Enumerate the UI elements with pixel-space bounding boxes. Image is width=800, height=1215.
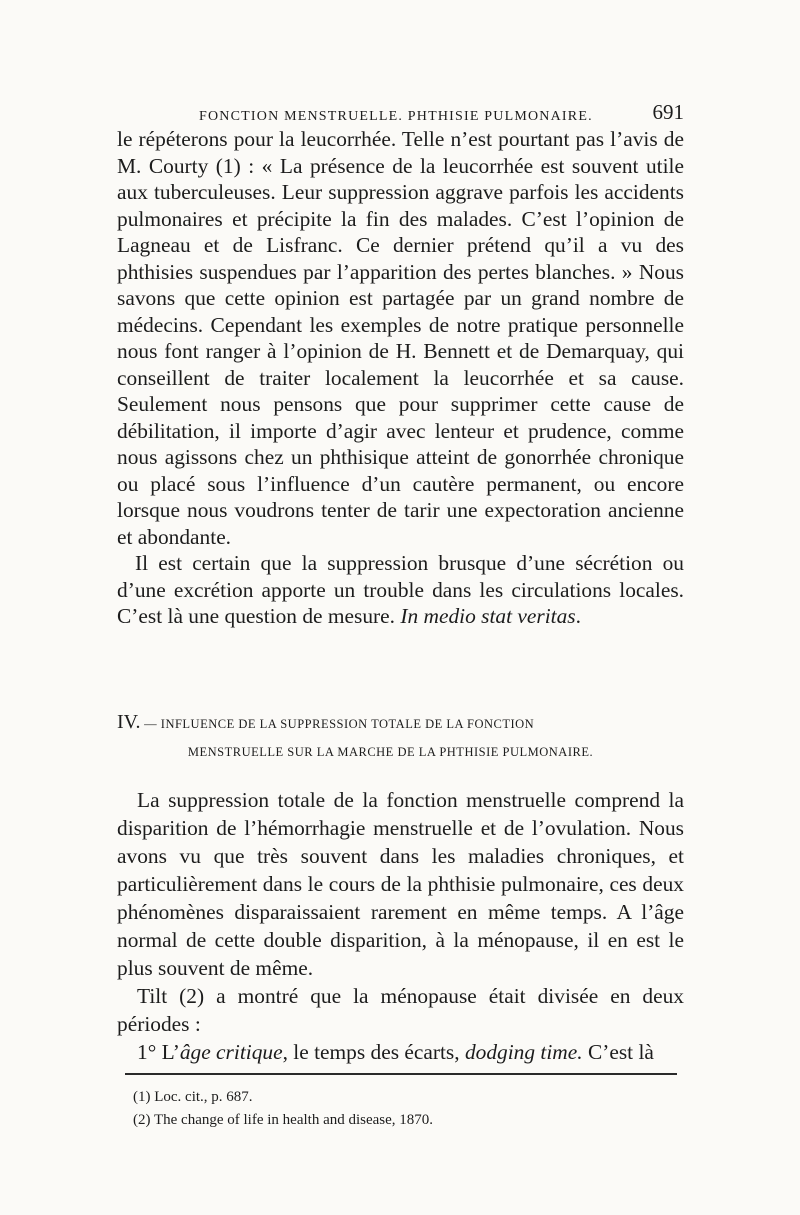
body-text-top (117, 126, 684, 630)
page-number: 691 (652, 100, 684, 124)
paragraph-suppression-totale: La suppression totale de la fonction menstruelle comprend la disparition de l’hémorrhagie menstruelle et de l’ovulation. Nous avons vu que très souvent dans les maladies chroniques, et particulièrement dans le cours de la phthisie pulmonaire, ces deux phénomènes disparaissaient rarement en même temps. A l’âge normal de cette double disparition, à la ménopause, il en est le plus souvent de même. (117, 788, 684, 980)
section-heading (117, 708, 684, 766)
section-number: IV. (117, 711, 141, 733)
footnote-2: (2) The change of life in health and disease, 1870. (133, 1112, 434, 1128)
body-text-bottom (117, 786, 684, 1066)
footnotes (133, 1086, 673, 1132)
italic-age-critique: âge critique (179, 1040, 283, 1064)
running-header (117, 97, 684, 125)
latin-phrase: In medio stat veritas (400, 604, 576, 628)
footnote-rule (125, 1073, 677, 1075)
paragraph-age-critique (117, 1038, 684, 1066)
section-dash: — (140, 717, 161, 731)
footnote-1: (1) Loc. cit., p. 687. (133, 1089, 253, 1105)
section-heading-line-1 (117, 708, 684, 738)
list-lead: 1° L’ (137, 1040, 180, 1064)
section-title-line-1: INFLUENCE DE LA SUPPRESSION TOTALE DE LA FONCTION (160, 717, 535, 731)
punctuation: . (575, 604, 581, 628)
paragraph-leucorrhee: le répéterons pour la leucorrhée. Telle n’est pourtant pas l’avis de M. Courty (1) : « La présence de la leucorrhée est souvent utile aux tuberculeuses. Leur suppression aggrave parfois les accidents pulmonaires et précipite la fin des malades. C’est l’opinion de Lagneau et de Lisfranc. Ce dernier prétend qu’il a vu des phthisies suspendues par l’apparition des pertes blanches. » Nous savons que cette opinion est partagée par un grand nombre de médecins. Cependant les exemples de notre pratique personnelle nous font ranger à l’opinion de H. Bennett et de Demarquay, qui conseillent de traiter localement la leucorrhée et sa cause. Seulement nous pensons que pour supprimer cette cause de débilitation, il importe d’agir avec lenteur et prudence, comme nous agissons chez un phthisique atteint de gonorrhée chronique ou placé sous l’influence d’un cautère permanent, ou encore lorsque nous voudrons tenter de tarir une expectoration ancienne et abondante. (117, 127, 684, 549)
paragraph-suppression-brusque (117, 550, 684, 630)
text-tail: C’est là (582, 1040, 654, 1064)
text-mid: , le temps des écarts, (282, 1040, 465, 1064)
italic-dodging-time: dodging time. (464, 1040, 583, 1064)
section-title-line-2: MENSTRUELLE SUR LA MARCHE DE LA PHTHISIE PULMONAIRE. (187, 745, 594, 759)
running-title: FONCTION MENSTRUELLE. PHTHISIE PULMONAIRE. (199, 109, 593, 124)
paragraph-text: Il est certain que la suppression brusque d’une sécrétion ou d’une excrétion apporte un trouble dans les circulations locales. C’est là une question de mesure. (117, 551, 684, 628)
paragraph-tilt: Tilt (2) a montré que la ménopause était divisée en deux périodes : (117, 984, 684, 1036)
